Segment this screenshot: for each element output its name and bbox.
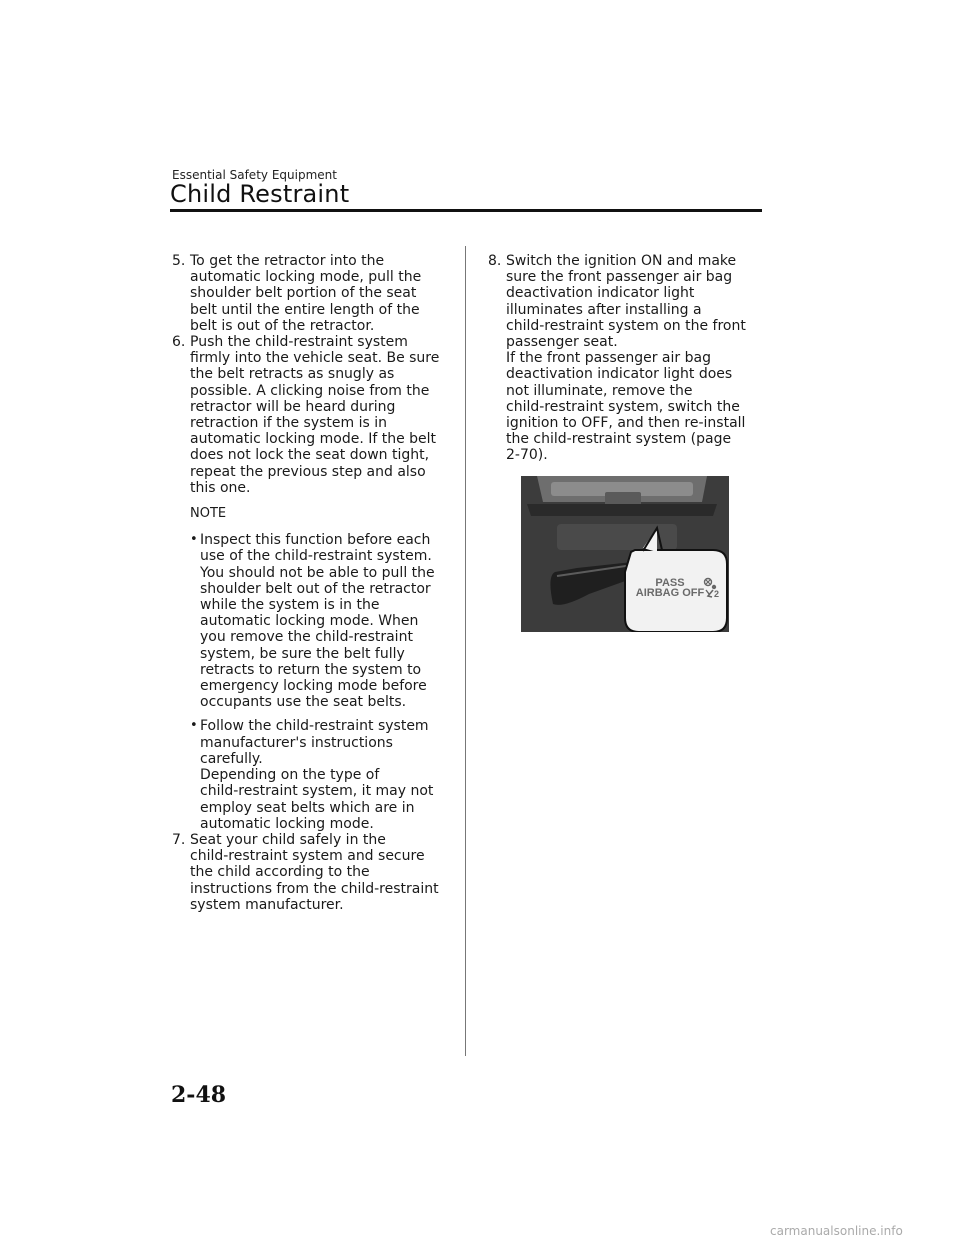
overhead-console-illustration — [517, 476, 729, 632]
watermark: carmanualsonline.info — [770, 1224, 903, 1238]
note-block — [190, 506, 457, 832]
seat-number: 2 — [714, 589, 720, 599]
bullet-mark: • — [190, 718, 198, 734]
step-text: Switch the ignition ON and make sure the front passenger air bag deactivation indicator light illuminates after installing a child-restraint system on the front passenger seat. If the front passenger air bag deactivation indicator light does not illuminate, remove the child-restraint system, switch the ignition to OFF, and then re-install the child-restraint system (page 2-70). — [506, 253, 746, 464]
section-label: Essential Safety Equipment — [172, 168, 337, 182]
bullet-mark: • — [190, 532, 198, 548]
step-text: Push the child-restraint system firmly into the vehicle seat. Be sure the belt retracts as snugly as possible. A clicking noise from the retractor will be heard during retraction if the system is in automatic locking mode. If the belt does not lock the seat down tight, repeat the previous step and also this one. — [190, 334, 440, 496]
note-bullet — [190, 718, 457, 831]
page-title: Child Restraint — [170, 180, 350, 208]
step-7 — [172, 832, 457, 913]
bullet-text: Inspect this function before each use of the child-restraint system. You should not be able to pull the shoulder belt out of the retractor while the system is in the automatic locking mode. When you remove the child-restraint system, be sure the belt fully retracts to return the system to emergency locking mode before occupants use the seat belts. — [200, 532, 435, 711]
step-text: To get the retractor into the automatic locking mode, pull the shoulder belt portion of the seat belt until the entire length of the belt is out of the retractor. — [190, 253, 422, 334]
indicator-line-1: PASS — [655, 577, 685, 589]
page-number: 2-48 — [171, 1082, 227, 1108]
column-divider — [465, 246, 466, 1056]
step-number: 8. — [488, 253, 502, 269]
step-6 — [172, 334, 457, 496]
left-column — [172, 253, 457, 913]
step-8 — [488, 253, 763, 464]
indicator-label — [634, 578, 706, 598]
step-number: 6. — [172, 334, 186, 351]
note-label: NOTE — [190, 506, 227, 522]
step-number: 5. — [172, 253, 186, 269]
right-column — [488, 253, 763, 464]
indicator-line-2: AIRBAG OFF — [635, 587, 705, 599]
note-bullet — [190, 532, 457, 710]
step-text: Seat your child safely in the child-restraint system and secure the child according to the instructions from the child-restraint system manufacturer. — [190, 831, 439, 913]
airbag-indicator-figure — [517, 476, 729, 632]
bullet-text: Follow the child-restraint system manufacturer's instructions carefully. Depending on the type of child-restraint system, it may not employ seat belts which are in automatic locking mode. — [200, 718, 434, 832]
header-rule — [170, 209, 762, 212]
step-5 — [172, 253, 457, 334]
step-number: 7. — [172, 831, 186, 848]
